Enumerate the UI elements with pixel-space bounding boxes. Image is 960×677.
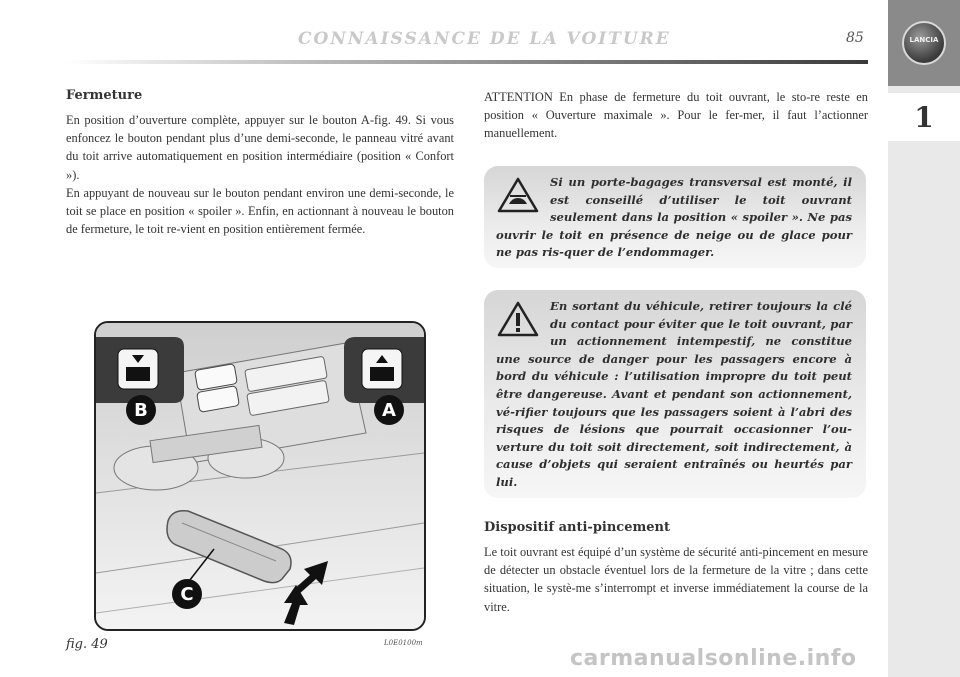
- label-a-marker: [374, 395, 404, 425]
- warning-text-danger: En sortant du véhicule, retirer toujours la clé du contact pour éviter que le toit ouvrant, par un actionnement intempestif, ne constitue une source de danger pour les passagers encore à bord du véhicule : l’utilisation impropre du toit peut être dangereuse. Avant et pendant son actionnement, vé-rifier toujours que les passagers soient à l’abri des risques de lésions que pourrait occasionner l’ou-verture du toit soit directement, soit indirectement, à cause d’objets qui seraient entraînés ou heurtés par lui.: [496, 299, 852, 489]
- figure-caption: fig. 49: [66, 637, 108, 652]
- label-b: B: [134, 399, 148, 421]
- side-tab-header: [888, 0, 960, 86]
- chapter-side-tab: [888, 0, 960, 677]
- warning-box-danger: [484, 290, 866, 498]
- paragraph-fermeture-1: En position d’ouverture complète, appuyer sur le bouton A-fig. 49. Si vous enfoncez le bouton pendant plus d’une demi-seconde, le panneau vitré avant du toit arrive automatiquement en position intermédiaire (position « Confort »).: [66, 113, 454, 182]
- label-c: C: [180, 583, 194, 605]
- figure-49: [94, 321, 426, 631]
- paragraph-anti-pincement: Le toit ouvrant est équipé d’un système de sécurité anti-pincement en mesure de détecter un obstacle éventuel lors de la fermeture de la vitre ; dans cette situation, le systè-me s’interrompt et inverse immédiatement la course de la vitre.: [484, 545, 868, 614]
- warning-text-roof-rack: Si un porte-bagages transversal est monté, il est conseillé d’utiliser le toit ouvrant seulement dans la position « spoiler ». Ne pas ouvrir le toit en présence de neige ou de glace pour ne pas ris-quer de l’endommager.: [496, 175, 852, 260]
- danger-warning-icon: [496, 300, 540, 338]
- label-c-marker: [172, 579, 202, 609]
- left-column: [66, 88, 454, 238]
- sunroof-control-illustration: [96, 323, 424, 629]
- attention-paragraph: ATTENTION En phase de fermeture du toit ouvrant, le sto-re reste en position « Ouverture maximale ». Pour le fer-mer, il faut l’actionner manuellement.: [484, 90, 868, 141]
- watermark: carmanualsonline.info: [570, 646, 857, 671]
- roof-rack-warning-icon: [496, 176, 540, 214]
- logo-text: LANCIA: [909, 36, 939, 44]
- chapter-box: [888, 93, 960, 141]
- paragraph-fermeture-2: En appuyant de nouveau sur le bouton pendant environ une demi-seconde, le toit se place en position « spoiler ». Enfin, en actionnant à nouveau le bouton de fermeture, le toit re-vient en position entièrement fermée.: [66, 185, 454, 237]
- label-b-marker: [126, 395, 156, 425]
- heading-anti-pincement: Dispositif anti-pincement: [484, 520, 670, 535]
- label-a: A: [382, 399, 396, 421]
- right-column: [484, 88, 868, 143]
- chapter-number: 1: [914, 100, 934, 134]
- lancia-logo-icon: [902, 21, 946, 65]
- page-header-title: CONNAISSANCE DE LA VOITURE: [298, 29, 671, 49]
- header-rule: [66, 60, 868, 64]
- page-number: 85: [846, 30, 864, 46]
- warning-box-roof-rack: [484, 166, 866, 268]
- heading-fermeture: Fermeture: [66, 88, 143, 103]
- anti-pinch-section: [484, 520, 868, 616]
- figure-code: L0E0100m: [384, 639, 423, 647]
